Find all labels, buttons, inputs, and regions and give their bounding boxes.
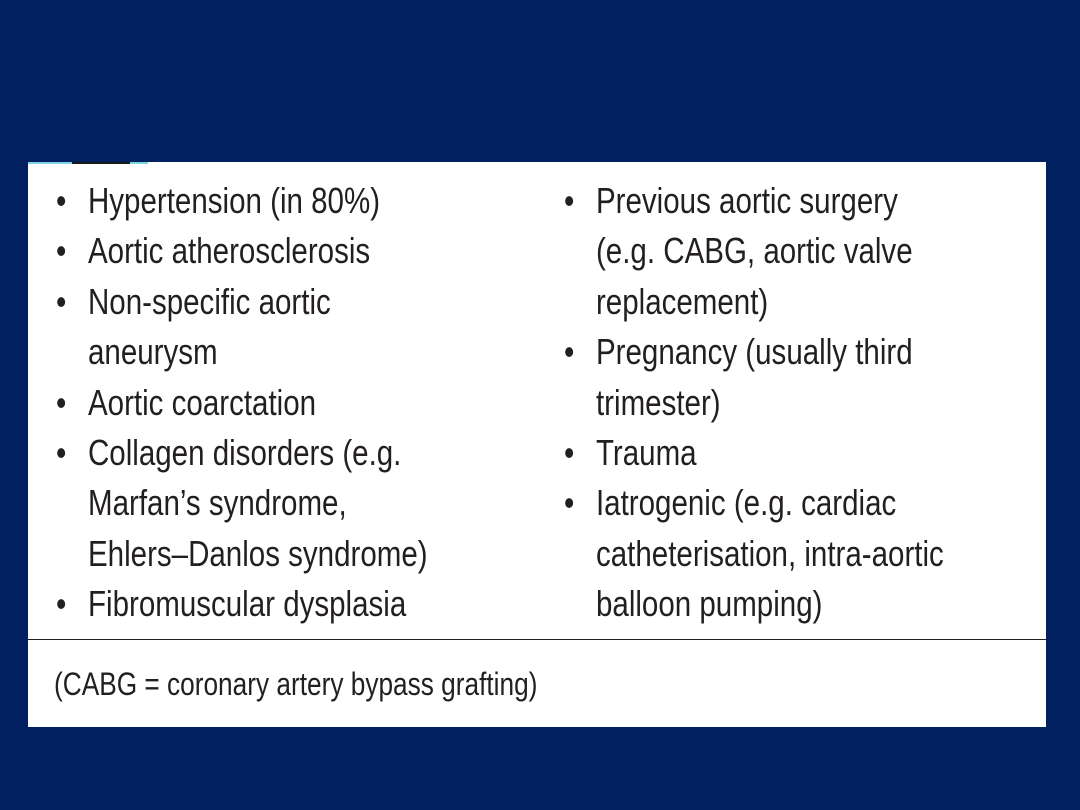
list-item-previous-surgery: • Previous aortic surgery [564,176,949,226]
list-item-collagen-cont-2: Ehlers–Danlos syndrome) [87,532,428,574]
list-item-fibromuscular: • Fibromuscular dysplasia [56,579,441,629]
list-item-previous-surgery-cont-2: replacement) [595,280,769,322]
list-item-hypertension: • Hypertension (in 80%) [56,176,441,226]
list-item-iatrogenic: • Iatrogenic (e.g. cardiac [564,478,949,528]
footnote-divider [28,639,1046,640]
content-panel [28,162,1046,727]
list-item-pregnancy: • Pregnancy (usually third [564,327,949,377]
list-item-aneurysm-cont: aneurysm [87,331,218,373]
list-item-previous-surgery-cont-1: (e.g. CABG, aortic valve [595,230,913,272]
list-item-iatrogenic-cont-1: catheterisation, intra-aortic [595,532,944,574]
list-item-pregnancy-cont: trimester) [595,381,721,423]
footnote-text: (CABG = coronary artery bypass grafting) [54,666,538,702]
list-item-iatrogenic-cont-2: balloon pumping) [595,583,823,625]
list-item-collagen-cont-1: Marfan’s syndrome, [87,482,347,524]
list-item-collagen: • Collagen disorders (e.g. [56,428,441,478]
left-bullet-list [56,176,526,630]
list-item-trauma: • Trauma [564,428,949,478]
list-item-aneurysm-line1: Non-specific aortic [87,280,331,322]
right-bullet-list [564,176,1034,630]
list-item-atherosclerosis: • Aortic atherosclerosis [56,226,441,276]
corner-accent-line-end [130,162,148,164]
list-item-aneurysm [56,277,441,327]
corner-accent-line [28,162,72,164]
list-item-coarctation: • Aortic coarctation [56,378,441,428]
corner-accent-line-dark [72,162,130,164]
